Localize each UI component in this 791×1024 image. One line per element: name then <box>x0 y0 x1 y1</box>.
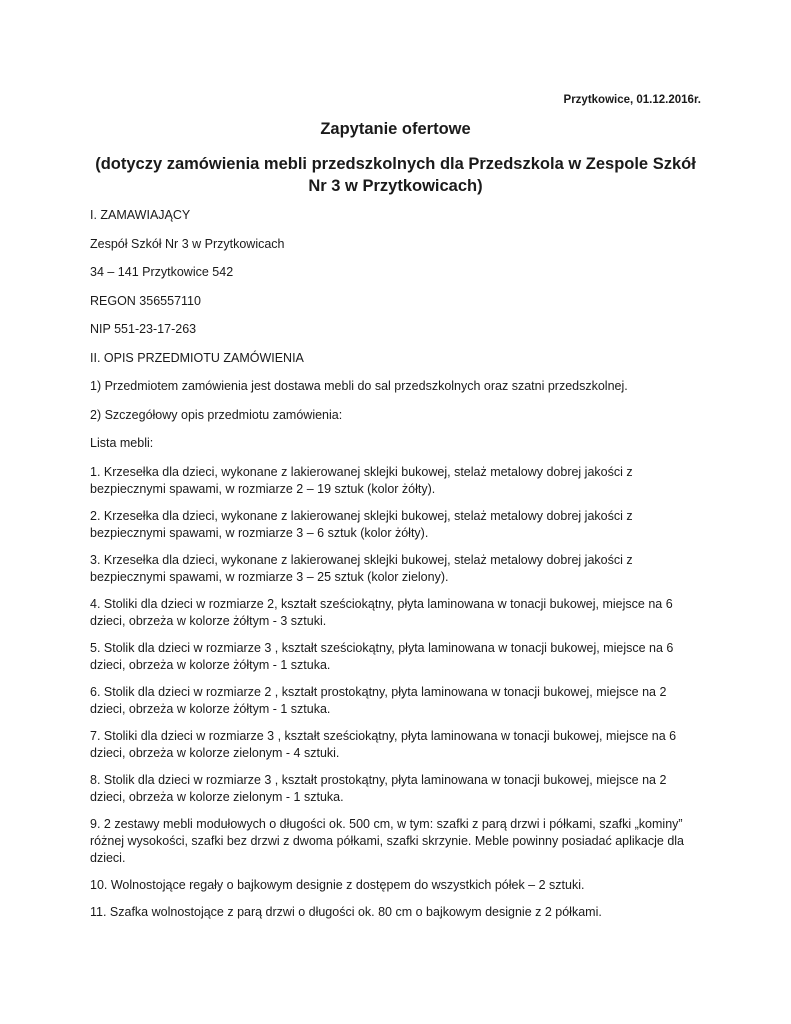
furniture-list-item: 8. Stolik dla dzieci w rozmiarze 3 , kształt prostokątny, płyta laminowana w tonacji bukowej, miejsce na 2 dzieci, obrzeża w kolorze zielonym - 1 sztuka. <box>90 772 667 804</box>
furniture-list-item: 11. Szafka wolnostojące z parą drzwi o długości ok. 80 cm o bajkowym designie z 2 półkami. <box>90 904 602 919</box>
furniture-list-item: 1. Krzesełka dla dzieci, wykonane z lakierowanej sklejki bukowej, stelaż metalowy dobrej jakości z bezpiecznymi spawami, w rozmiarze 2 – 19 sztuk (kolor żółty). <box>90 464 633 496</box>
section-heading-ordering-party: I. ZAMAWIAJĄCY <box>90 208 191 222</box>
furniture-list-label: Lista mebli: <box>90 436 154 450</box>
place-date: Przytkowice, 01.12.2016r. <box>563 94 701 106</box>
order-point-1: 1) Przedmiotem zamówienia jest dostawa mebli do sal przedszkolnych oraz szatni przedszkolnej. <box>90 379 628 393</box>
ordering-party-name: Zespół Szkół Nr 3 w Przytkowicach <box>90 236 285 251</box>
document-body <box>90 207 701 931</box>
furniture-list-item: 4. Stoliki dla dzieci w rozmiarze 2, kształt sześciokątny, płyta laminowana w tonacji bukowej, miejsce na 6 dzieci, obrzeża w kolorze żółtym - 3 sztuki. <box>90 596 673 628</box>
ordering-party-regon: REGON 356557110 <box>90 293 201 308</box>
furniture-list-item: 5. Stolik dla dzieci w rozmiarze 3 , kształt sześciokątny, płyta laminowana w tonacji bukowej, miejsce na 6 dzieci, obrzeża w kolorze żółtym - 1 sztuka. <box>90 640 674 672</box>
furniture-list-item: 7. Stoliki dla dzieci w rozmiarze 3 , kształt sześciokątny, płyta laminowana w tonacji bukowej, miejsce na 6 dzieci, obrzeża w kolorze zielonym - 4 sztuki. <box>90 728 677 760</box>
document-title: Zapytanie ofertowe <box>320 120 471 138</box>
furniture-list-item: 2. Krzesełka dla dzieci, wykonane z lakierowanej sklejki bukowej, stelaż metalowy dobrej jakości z bezpiecznymi spawami, w rozmiarze 3 – 6 sztuk (kolor żółty). <box>90 508 633 540</box>
document-subtitle: (dotyczy zamówienia mebli przedszkolnych dla Przedszkola w Zespole Szkół Nr 3 w Przytkowicach) <box>95 155 696 195</box>
furniture-list-item: 10. Wolnostojące regały o bajkowym designie z dostępem do wszystkich półek – 2 sztuki. <box>90 877 585 892</box>
section-heading-order-description: II. OPIS PRZEDMIOTU ZAMÓWIENIA <box>90 350 304 365</box>
furniture-list-item: 6. Stolik dla dzieci w rozmiarze 2 , kształt prostokątny, płyta laminowana w tonacji bukowej, miejsce na 2 dzieci, obrzeża w kolorze żółtym - 1 sztuka. <box>90 684 667 716</box>
order-point-2: 2) Szczegółowy opis przedmiotu zamówienia: <box>90 407 343 422</box>
ordering-party-address: 34 – 141 Przytkowice 542 <box>90 265 234 279</box>
furniture-list-item: 9. 2 zestawy mebli modułowych o długości ok. 500 cm, w tym: szafki z parą drzwi i półkami, szafki „kominy” różnej wysokości, szafki bez drzwi z dwoma półkami, szafki skrzynie. Meble powinny posiadać aplikacje dla dzieci. <box>90 816 684 865</box>
ordering-party-nip: NIP 551-23-17-263 <box>90 322 197 336</box>
furniture-list-item: 3. Krzesełka dla dzieci, wykonane z lakierowanej sklejki bukowej, stelaż metalowy dobrej jakości z bezpiecznymi spawami, w rozmiarze 3 – 25 sztuk (kolor zielony). <box>90 552 633 584</box>
